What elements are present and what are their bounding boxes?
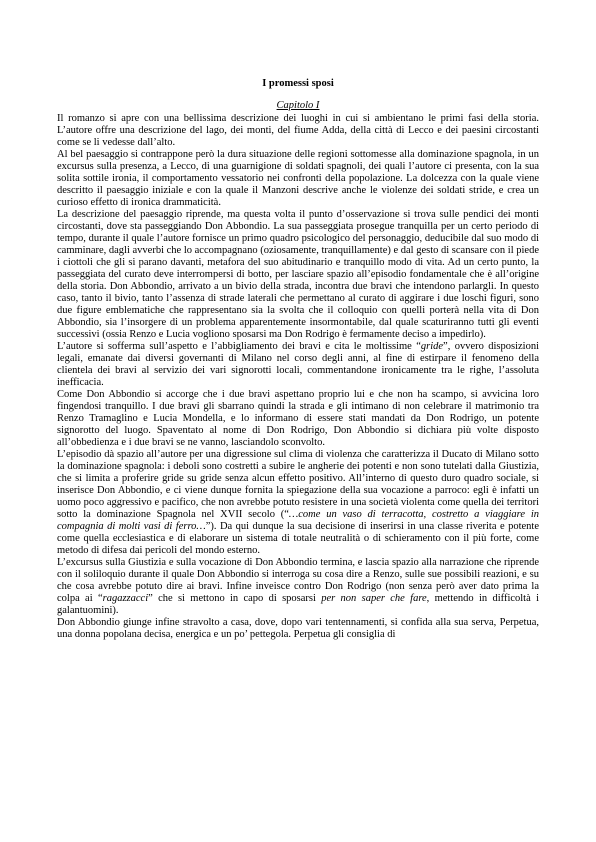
paragraph [57,149,539,209]
paragraph [57,113,539,149]
paragraph [57,557,539,617]
paragraph [57,209,539,341]
paragraph-text: Come Don Abbondio si accorge che i due bravi aspettano proprio lui e che non ha scampo, si avvicina loro fingendosi tranquillo. I due bravi gli sbarrano quindi la strada e gli intimano di non celebrare il matrimonio tra Renzo Tramaglino e Lucia Mondella, e lo informano di essere stati mandati da Don Rodrigo, un potente signorotto del luogo. Spaventato al nome di Don Rodrigo, Don Abbondio si dichiara più volte disposto all’obbedienza e i due bravi se ne vanno, lasciandolo sconvolto. [57,389,539,448]
document-title: I promessi sposi [262,78,334,89]
italic-quote: per non saper che fare [321,593,427,604]
paragraph [57,389,539,449]
paragraph-text: L’episodio dà spazio all’autore per una digressione sul clima di violenza che caratterizza il Ducato di Milano sotto la dominazione spagnola: i deboli sono costretti a subire le angherie dei potenti e non sono tutelati dalla Giustizia, che si limita a proferire gride su gride senza alcun effetto positivo. All’interno di questo duro quadro sociale, si inserisce Don Abbondio, e ci viene dunque fornita la spiegazione della sua vocazione a parroco: egli è infatti un uomo poco aggressivo e pacifico, che non avrebbe potuto resistere in una società violenta come quella dei territori sotto la dominazione Spagnola nel XVII secolo (“ [57,449,539,520]
paragraph-text: L’excursus sulla Giustizia e sulla vocazione di Don Abbondio termina, e lascia spazio alla narrazione che riprende con il soliloquio durante il quale Don Abbondio si interroga su cosa dire a Renzo, sulle sue possibili reazioni, e su che cosa avrebbe potuto dire ai bravi. Infine inveisce contro Don Rodrigo (non senza però aver dato prima la colpa ai “ [57,557,539,604]
paragraph-text: La descrizione del paesaggio riprende, ma questa volta il punto d’osservazione si trova sulle pendici dei monti circostanti, dove sta passeggiando Don Abbondio. La sua passeggiata prosegue tranquilla per un certo periodo di tempo, durante il quale l’autore fornisce un primo quadro psicologico del personaggio, deducibile dal suo modo di camminare, dagli avverbi che lo accompagnano (oziosamente, tranquillamente) e dal gesto di scansare con il piede i ciottoli che gli si parano davanti, metafora del suo abitudinario e tranquillo modo di vita. Ad un certo punto, la passeggiata del curato deve interrompersi di botto, per lasciare spazio all’episodio fondamentale che è all’origine della storia. Don Abbondio, arrivato a un bivio della strada, incontra due bravi che intendono parlargli. In questo caso, tanto il bivio, tanto l’assenza di strade laterali che permettano al curato di aggirare i due loschi figuri, sono due figure emblematiche che rappresentano sia la svolta che il colloquio con quelli porterà nella vita di Don Abbondio, sia l’insorgere di un problema apparentemente insormontabile, dal quale scaturiranno tutti gli eventi successivi (ossia Renzo e Lucia vogliono sposarsi ma Don Rodrigo è fermamente deciso a impedirlo). [57,209,539,340]
paragraph-text: Il romanzo si apre con una bellissima descrizione dei luoghi in cui si ambientano le primi fasi della storia. L’autore offre una descrizione del lago, dei monti, del fiume Adda, della città di Lecco e dei paesini circostanti come se li vedesse dall’alto. [57,113,539,148]
paragraph-text: Don Abbondio giunge infine stravolto a casa, dove, dopo vari tentennamenti, si confida alla sua serva, Perpetua, una donna popolana decisa, energica e un po’ pettegola. Perpetua gli consiglia di [57,617,539,640]
italic-quote: …come un vaso di terracotta, costretto a viaggiare in compagnia di molti vasi di ferro… [57,509,539,532]
paragraph [57,341,539,389]
paragraph-text: , mettendo in difficoltà i galantuomini). [57,593,539,616]
paragraph [57,449,539,557]
paragraph [57,617,539,641]
italic-quote: ragazzacci [102,593,149,604]
paragraph-text: ”, ovvero disposizioni legali, emanate dai diversi governanti di Milano nel corso degli anni, al fine di estirpare il fenomeno della clientela dei bravi al servizio dei vari signorotti locali, commentandone ironicamente tra le righe, l’assoluta inefficacia. [57,341,539,388]
paragraph-text: L’autore si sofferma sull’aspetto e l’abbigliamento dei bravi e cita le moltissime “ [57,341,421,352]
paragraph-text: ” che si mettono in capo di sposarsi [148,593,322,604]
chapter-heading: Capitolo I [276,100,320,111]
document-body [57,113,539,641]
italic-quote: gride [420,341,444,352]
paragraph-text: Al bel paesaggio si contrappone però la dura situazione delle regioni sottomesse alla dominazione spagnola, in un excursus sulla presenza, a Lecco, di una guarnigione di soldati spagnoli, dei quali l’autore ci presenta, con la sua solita sottile ironia, il comportamento vessatorio nei confronti della popolazione. La dolcezza con la quale viene descritto il paesaggio iniziale e con la quale il Manzoni descrive anche le violenze dei soldati stride, e crea un curioso effetto di ironica drammaticità. [57,149,539,208]
paragraph-text: ”). Da qui dunque la sua decisione di inserirsi in una classe riverita e potente come quella ecclesiastica e di elaborare un sistema di totale neutralità o di schieramento con il più forte, come metodo di difesa dai pericoli del mondo esterno. [57,521,539,556]
